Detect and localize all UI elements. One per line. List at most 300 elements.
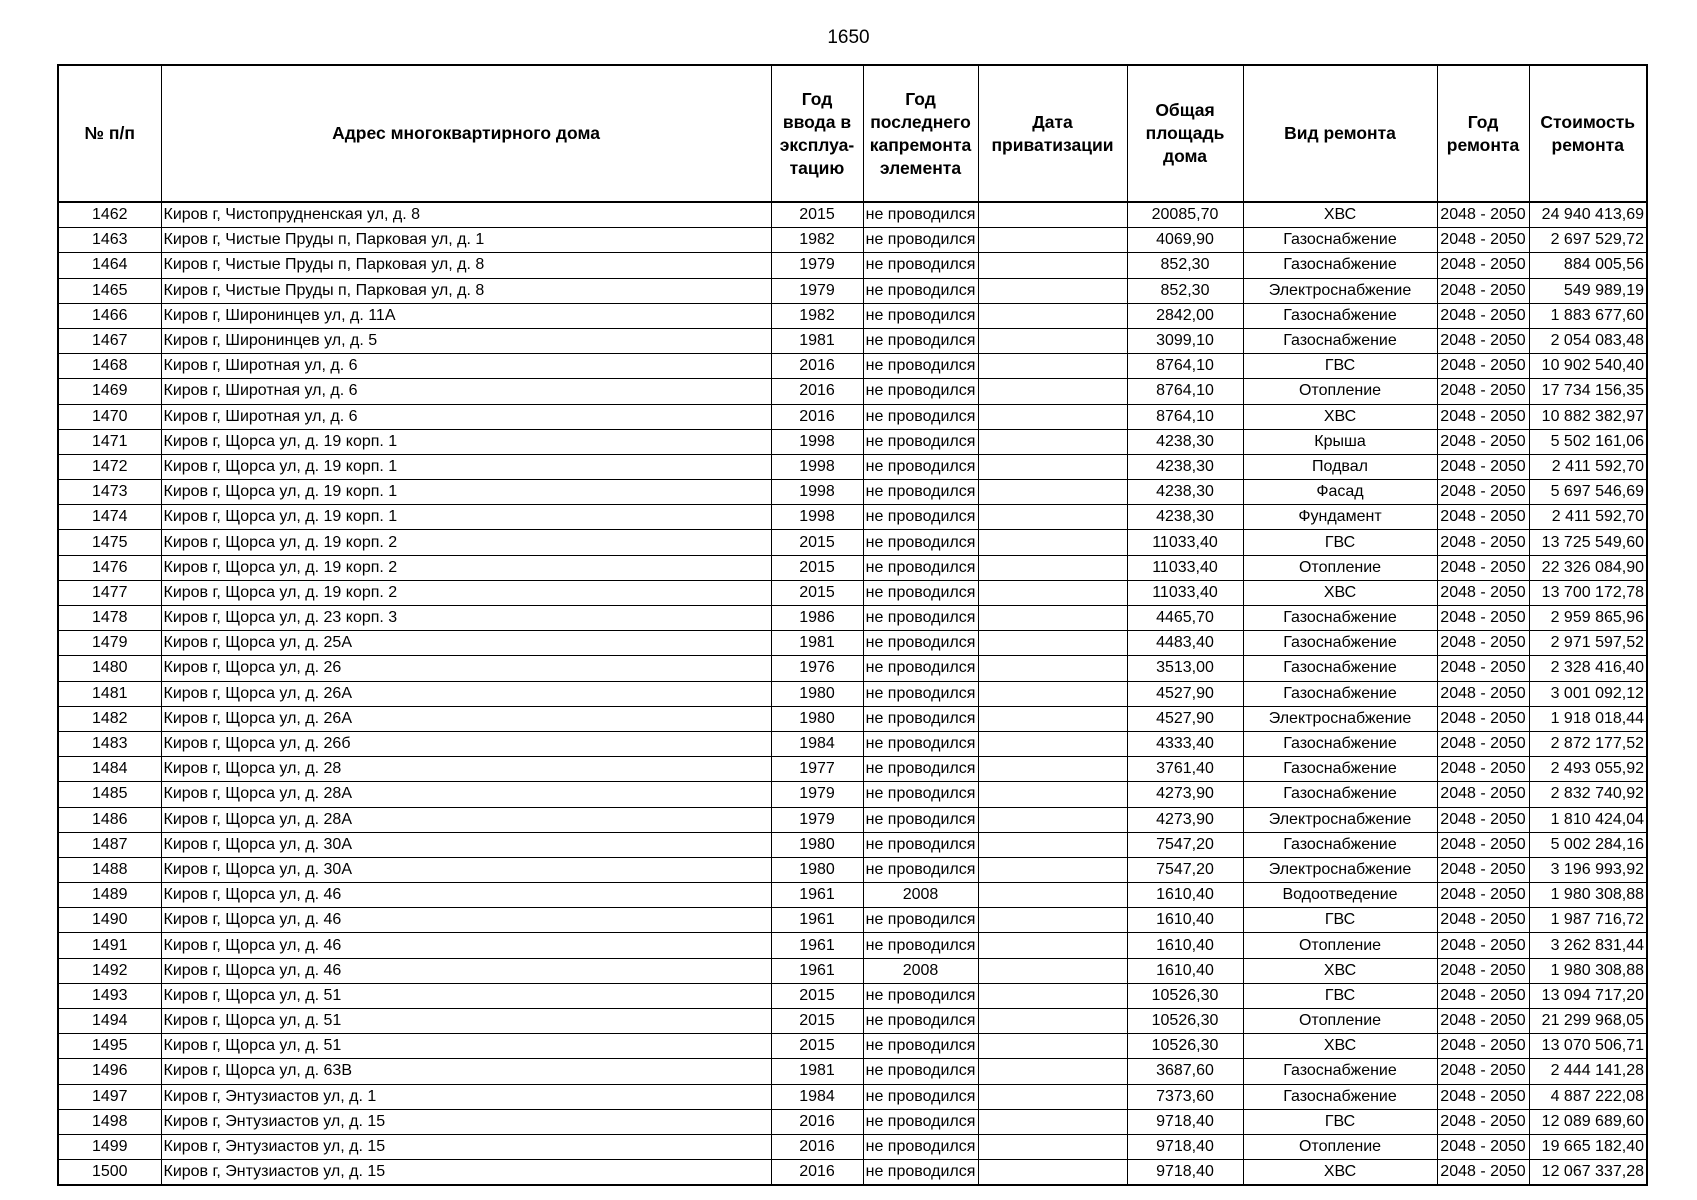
cell-repair-type: ХВС [1243,202,1437,228]
table-row [58,278,1647,303]
cell-area: 3687,60 [1127,1059,1243,1084]
cell-year-built: 1961 [771,908,863,933]
cell-num: 1500 [58,1160,161,1186]
table-row [58,656,1647,681]
cell-area: 4238,30 [1127,505,1243,530]
cell-repair-type: ГВС [1243,983,1437,1008]
cell-year-built: 1982 [771,228,863,253]
cell-repair-year: 2048 - 2050 [1437,706,1529,731]
cell-year-built: 2016 [771,354,863,379]
cell-last-repair: не проводился [863,555,978,580]
cell-privatization [978,983,1127,1008]
cell-num: 1486 [58,807,161,832]
table-row [58,631,1647,656]
cell-repair-year: 2048 - 2050 [1437,530,1529,555]
cell-repair-type: Газоснабжение [1243,1059,1437,1084]
cell-privatization [978,202,1127,228]
cell-repair-year: 2048 - 2050 [1437,1034,1529,1059]
cell-cost: 17 734 156,35 [1529,379,1647,404]
cell-repair-year: 2048 - 2050 [1437,328,1529,353]
cell-area: 1610,40 [1127,933,1243,958]
cell-repair-type: Электроснабжение [1243,807,1437,832]
header-num: № п/п [58,65,161,202]
cell-address: Киров г, Щорса ул, д. 26б [161,731,771,756]
cell-num: 1472 [58,454,161,479]
cell-area: 3099,10 [1127,328,1243,353]
cell-last-repair: не проводился [863,505,978,530]
table-row [58,404,1647,429]
table-row [58,1009,1647,1034]
table-row [58,328,1647,353]
cell-year-built: 2015 [771,1034,863,1059]
cell-address: Киров г, Энтузиастов ул, д. 1 [161,1084,771,1109]
cell-year-built: 1982 [771,303,863,328]
cell-last-repair: не проводился [863,379,978,404]
cell-repair-year: 2048 - 2050 [1437,883,1529,908]
cell-area: 9718,40 [1127,1109,1243,1134]
cell-repair-type: Газоснабжение [1243,328,1437,353]
cell-num: 1493 [58,983,161,1008]
cell-area: 4273,90 [1127,807,1243,832]
cell-last-repair: не проводился [863,656,978,681]
table-row [58,228,1647,253]
cell-privatization [978,454,1127,479]
cell-area: 9718,40 [1127,1134,1243,1159]
cell-repair-year: 2048 - 2050 [1437,354,1529,379]
cell-repair-year: 2048 - 2050 [1437,580,1529,605]
cell-cost: 3 001 092,12 [1529,681,1647,706]
cell-area: 11033,40 [1127,530,1243,555]
cell-address: Киров г, Чистые Пруды п, Парковая ул, д. 8 [161,278,771,303]
cell-address: Киров г, Щорса ул, д. 23 корп. 3 [161,606,771,631]
table-row [58,1084,1647,1109]
cell-year-built: 1986 [771,606,863,631]
cell-repair-year: 2048 - 2050 [1437,782,1529,807]
table-row [58,303,1647,328]
cell-cost: 22 326 084,90 [1529,555,1647,580]
cell-repair-year: 2048 - 2050 [1437,454,1529,479]
cell-repair-type: Подвал [1243,454,1437,479]
cell-num: 1476 [58,555,161,580]
cell-repair-type: Газоснабжение [1243,782,1437,807]
cell-last-repair: не проводился [863,1059,978,1084]
cell-cost: 13 070 506,71 [1529,1034,1647,1059]
cell-area: 4238,30 [1127,454,1243,479]
cell-privatization [978,857,1127,882]
cell-privatization [978,328,1127,353]
cell-repair-year: 2048 - 2050 [1437,606,1529,631]
cell-repair-year: 2048 - 2050 [1437,631,1529,656]
cell-address: Киров г, Щорса ул, д. 51 [161,1034,771,1059]
cell-privatization [978,228,1127,253]
cell-address: Киров г, Щорса ул, д. 30А [161,857,771,882]
cell-repair-type: Электроснабжение [1243,278,1437,303]
cell-num: 1494 [58,1009,161,1034]
cell-last-repair: 2008 [863,883,978,908]
header-area: Общая площадь дома [1127,65,1243,202]
table-row [58,832,1647,857]
cell-cost: 2 872 177,52 [1529,731,1647,756]
cell-year-built: 2015 [771,580,863,605]
table-row [58,1034,1647,1059]
cell-last-repair: не проводился [863,228,978,253]
cell-privatization [978,354,1127,379]
cell-repair-type: ГВС [1243,530,1437,555]
cell-num: 1466 [58,303,161,328]
cell-address: Киров г, Щорса ул, д. 51 [161,983,771,1008]
cell-cost: 2 054 083,48 [1529,328,1647,353]
cell-cost: 2 493 055,92 [1529,757,1647,782]
cell-num: 1495 [58,1034,161,1059]
cell-repair-year: 2048 - 2050 [1437,933,1529,958]
table-row [58,480,1647,505]
cell-area: 4465,70 [1127,606,1243,631]
cell-address: Киров г, Щорса ул, д. 30А [161,832,771,857]
cell-last-repair: не проводился [863,202,978,228]
cell-last-repair: не проводился [863,278,978,303]
cell-area: 3513,00 [1127,656,1243,681]
cell-last-repair: не проводился [863,1109,978,1134]
cell-cost: 12 067 337,28 [1529,1160,1647,1186]
cell-repair-type: Отопление [1243,379,1437,404]
cell-num: 1499 [58,1134,161,1159]
cell-address: Киров г, Чистопрудненская ул, д. 8 [161,202,771,228]
table-row [58,1134,1647,1159]
cell-address: Киров г, Широтная ул, д. 6 [161,379,771,404]
cell-last-repair: не проводился [863,908,978,933]
cell-cost: 3 262 831,44 [1529,933,1647,958]
cell-address: Киров г, Щорса ул, д. 63В [161,1059,771,1084]
cell-cost: 2 411 592,70 [1529,454,1647,479]
cell-cost: 1 810 424,04 [1529,807,1647,832]
table-row [58,580,1647,605]
cell-year-built: 2016 [771,1160,863,1186]
cell-cost: 1 918 018,44 [1529,706,1647,731]
cell-num: 1480 [58,656,161,681]
cell-year-built: 1984 [771,1084,863,1109]
cell-privatization [978,958,1127,983]
cell-area: 4483,40 [1127,631,1243,656]
cell-num: 1482 [58,706,161,731]
cell-address: Киров г, Щорса ул, д. 46 [161,908,771,933]
cell-cost: 12 089 689,60 [1529,1109,1647,1134]
cell-cost: 2 444 141,28 [1529,1059,1647,1084]
table-row [58,681,1647,706]
cell-cost: 549 989,19 [1529,278,1647,303]
cell-privatization [978,480,1127,505]
cell-last-repair: не проводился [863,757,978,782]
table-row [58,933,1647,958]
cell-last-repair: не проводился [863,303,978,328]
cell-repair-type: ГВС [1243,354,1437,379]
table-row [58,1059,1647,1084]
cell-address: Киров г, Щорса ул, д. 19 корп. 1 [161,454,771,479]
cell-year-built: 2016 [771,379,863,404]
cell-year-built: 2015 [771,1009,863,1034]
cell-repair-year: 2048 - 2050 [1437,731,1529,756]
cell-num: 1479 [58,631,161,656]
table-row [58,379,1647,404]
cell-last-repair: не проводился [863,983,978,1008]
cell-address: Киров г, Щорса ул, д. 19 корп. 1 [161,429,771,454]
cell-privatization [978,908,1127,933]
cell-repair-year: 2048 - 2050 [1437,303,1529,328]
cell-last-repair: не проводился [863,253,978,278]
cell-privatization [978,1134,1127,1159]
cell-last-repair: не проводился [863,1134,978,1159]
table-row [58,857,1647,882]
cell-num: 1487 [58,832,161,857]
cell-privatization [978,429,1127,454]
cell-year-built: 2016 [771,1109,863,1134]
cell-repair-type: Отопление [1243,1009,1437,1034]
table-row [58,505,1647,530]
cell-num: 1471 [58,429,161,454]
cell-repair-year: 2048 - 2050 [1437,1084,1529,1109]
table-row [58,202,1647,228]
table-row [58,606,1647,631]
cell-area: 4527,90 [1127,681,1243,706]
cell-num: 1463 [58,228,161,253]
cell-repair-year: 2048 - 2050 [1437,429,1529,454]
cell-last-repair: не проводился [863,606,978,631]
cell-year-built: 2015 [771,983,863,1008]
cell-repair-year: 2048 - 2050 [1437,555,1529,580]
cell-year-built: 1961 [771,958,863,983]
cell-repair-year: 2048 - 2050 [1437,404,1529,429]
cell-area: 2842,00 [1127,303,1243,328]
cell-cost: 10 902 540,40 [1529,354,1647,379]
cell-address: Киров г, Щорса ул, д. 26 [161,656,771,681]
cell-num: 1462 [58,202,161,228]
cell-privatization [978,1034,1127,1059]
cell-privatization [978,933,1127,958]
cell-last-repair: не проводился [863,429,978,454]
cell-repair-type: ГВС [1243,908,1437,933]
header-last-repair: Год последнего капремонта элемента [863,65,978,202]
cell-year-built: 1980 [771,832,863,857]
cell-last-repair: не проводился [863,933,978,958]
cell-year-built: 1984 [771,731,863,756]
cell-cost: 5 697 546,69 [1529,480,1647,505]
cell-cost: 1 980 308,88 [1529,958,1647,983]
cell-area: 1610,40 [1127,958,1243,983]
page-number: 1650 [827,27,870,48]
cell-address: Киров г, Чистые Пруды п, Парковая ул, д. 8 [161,253,771,278]
cell-privatization [978,656,1127,681]
cell-num: 1474 [58,505,161,530]
cell-year-built: 2015 [771,555,863,580]
cell-address: Киров г, Щорса ул, д. 51 [161,1009,771,1034]
cell-repair-type: Фасад [1243,480,1437,505]
cell-year-built: 1980 [771,857,863,882]
cell-repair-year: 2048 - 2050 [1437,983,1529,1008]
cell-last-repair: 2008 [863,958,978,983]
cell-address: Киров г, Щорса ул, д. 19 корп. 2 [161,530,771,555]
cell-cost: 13 094 717,20 [1529,983,1647,1008]
cell-address: Киров г, Щорса ул, д. 46 [161,883,771,908]
cell-address: Киров г, Щорса ул, д. 46 [161,933,771,958]
cell-repair-type: ХВС [1243,580,1437,605]
cell-privatization [978,278,1127,303]
cell-area: 1610,40 [1127,883,1243,908]
cell-year-built: 2016 [771,404,863,429]
cell-num: 1469 [58,379,161,404]
cell-privatization [978,404,1127,429]
cell-cost: 2 959 865,96 [1529,606,1647,631]
cell-year-built: 1981 [771,328,863,353]
cell-privatization [978,1160,1127,1186]
cell-address: Киров г, Широнинцев ул, д. 11А [161,303,771,328]
cell-repair-year: 2048 - 2050 [1437,1009,1529,1034]
cell-area: 8764,10 [1127,379,1243,404]
cell-area: 4273,90 [1127,782,1243,807]
cell-privatization [978,731,1127,756]
table-row [58,757,1647,782]
cell-year-built: 2015 [771,530,863,555]
table-row [58,454,1647,479]
cell-address: Киров г, Щорса ул, д. 19 корп. 2 [161,580,771,605]
cell-num: 1490 [58,908,161,933]
cell-repair-year: 2048 - 2050 [1437,379,1529,404]
cell-area: 10526,30 [1127,1034,1243,1059]
table-row [58,706,1647,731]
cell-address: Киров г, Щорса ул, д. 26А [161,706,771,731]
cell-address: Киров г, Щорса ул, д. 28 [161,757,771,782]
table-row [58,807,1647,832]
cell-area: 9718,40 [1127,1160,1243,1186]
cell-repair-type: Газоснабжение [1243,228,1437,253]
cell-address: Киров г, Щорса ул, д. 19 корп. 1 [161,505,771,530]
cell-repair-type: Газоснабжение [1243,606,1437,631]
cell-repair-type: Газоснабжение [1243,681,1437,706]
cell-area: 4333,40 [1127,731,1243,756]
cell-year-built: 1961 [771,883,863,908]
cell-area: 10526,30 [1127,1009,1243,1034]
cell-repair-year: 2048 - 2050 [1437,278,1529,303]
cell-year-built: 1979 [771,807,863,832]
cell-num: 1483 [58,731,161,756]
cell-area: 4527,90 [1127,706,1243,731]
cell-num: 1473 [58,480,161,505]
table-row [58,983,1647,1008]
table-row [58,253,1647,278]
cell-privatization [978,253,1127,278]
cell-num: 1465 [58,278,161,303]
cell-cost: 2 971 597,52 [1529,631,1647,656]
cell-repair-type: Газоснабжение [1243,303,1437,328]
cell-num: 1496 [58,1059,161,1084]
cell-num: 1468 [58,354,161,379]
cell-repair-year: 2048 - 2050 [1437,656,1529,681]
cell-year-built: 1979 [771,253,863,278]
cell-repair-type: Отопление [1243,1134,1437,1159]
cell-repair-type: Фундамент [1243,505,1437,530]
cell-year-built: 1998 [771,505,863,530]
cell-area: 7547,20 [1127,857,1243,882]
cell-area: 8764,10 [1127,404,1243,429]
cell-num: 1467 [58,328,161,353]
cell-privatization [978,1059,1127,1084]
cell-address: Киров г, Щорса ул, д. 28А [161,782,771,807]
table-row [58,883,1647,908]
cell-cost: 1 987 716,72 [1529,908,1647,933]
cell-privatization [978,505,1127,530]
cell-area: 7547,20 [1127,832,1243,857]
cell-repair-type: Газоснабжение [1243,253,1437,278]
cell-cost: 13 700 172,78 [1529,580,1647,605]
cell-cost: 1 980 308,88 [1529,883,1647,908]
cell-num: 1485 [58,782,161,807]
cell-repair-year: 2048 - 2050 [1437,202,1529,228]
cell-area: 4069,90 [1127,228,1243,253]
cell-year-built: 1981 [771,1059,863,1084]
cell-address: Киров г, Щорса ул, д. 28А [161,807,771,832]
cell-year-built: 1998 [771,480,863,505]
cell-area: 852,30 [1127,253,1243,278]
cell-year-built: 1980 [771,681,863,706]
cell-address: Киров г, Щорса ул, д. 19 корп. 2 [161,555,771,580]
header-repair-year: Год ремонта [1437,65,1529,202]
table-row [58,1160,1647,1186]
cell-privatization [978,757,1127,782]
cell-privatization [978,883,1127,908]
cell-privatization [978,1109,1127,1134]
cell-last-repair: не проводился [863,404,978,429]
cell-cost: 21 299 968,05 [1529,1009,1647,1034]
cell-area: 11033,40 [1127,555,1243,580]
cell-privatization [978,782,1127,807]
cell-year-built: 1979 [771,278,863,303]
cell-last-repair: не проводился [863,782,978,807]
cell-last-repair: не проводился [863,454,978,479]
cell-num: 1477 [58,580,161,605]
header-address: Адрес многоквартирного дома [161,65,771,202]
cell-area: 8764,10 [1127,354,1243,379]
cell-repair-year: 2048 - 2050 [1437,1134,1529,1159]
cell-year-built: 1981 [771,631,863,656]
cell-area: 4238,30 [1127,480,1243,505]
cell-repair-type: Газоснабжение [1243,656,1437,681]
cell-privatization [978,706,1127,731]
cell-repair-year: 2048 - 2050 [1437,1109,1529,1134]
cell-last-repair: не проводился [863,807,978,832]
cell-address: Киров г, Щорса ул, д. 46 [161,958,771,983]
cell-num: 1478 [58,606,161,631]
cell-num: 1484 [58,757,161,782]
cell-year-built: 1980 [771,706,863,731]
cell-repair-type: ХВС [1243,1034,1437,1059]
table-row [58,731,1647,756]
cell-last-repair: не проводился [863,1009,978,1034]
cell-repair-type: Электроснабжение [1243,857,1437,882]
cell-repair-type: ХВС [1243,1160,1437,1186]
cell-repair-year: 2048 - 2050 [1437,505,1529,530]
cell-repair-type: Газоснабжение [1243,731,1437,756]
table-row [58,354,1647,379]
cell-repair-year: 2048 - 2050 [1437,958,1529,983]
cell-privatization [978,580,1127,605]
cell-cost: 1 883 677,60 [1529,303,1647,328]
cell-last-repair: не проводился [863,832,978,857]
table-row [58,782,1647,807]
cell-repair-year: 2048 - 2050 [1437,857,1529,882]
cell-area: 20085,70 [1127,202,1243,228]
cell-repair-type: Электроснабжение [1243,706,1437,731]
cell-privatization [978,807,1127,832]
cell-cost: 19 665 182,40 [1529,1134,1647,1159]
cell-privatization [978,530,1127,555]
